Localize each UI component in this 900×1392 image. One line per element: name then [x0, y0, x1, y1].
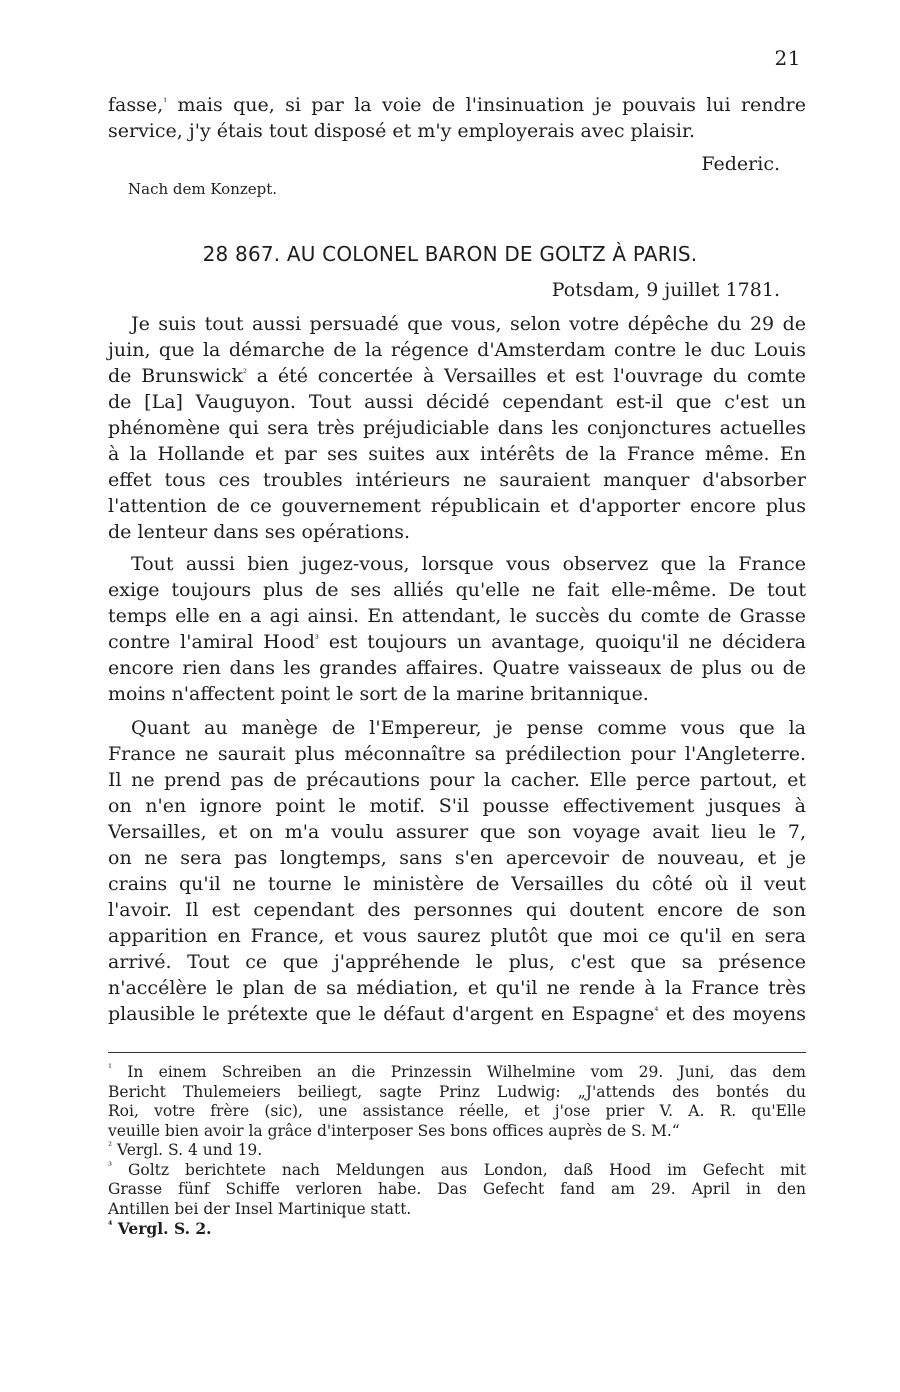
- footnote-line: Roi, votre frère (sic), une assistance réelle, et j'ose prier V. A. R. qu'Elle: [108, 1102, 806, 1120]
- text-line: exige toujours plus de ses alliés qu'elle ne fait elle-même. De tout: [108, 579, 806, 601]
- text-line: de lenteur dans ses opérations.: [108, 521, 410, 543]
- text-line: on n'en ignore point le motif. S'il pousse effectivement jusques à: [108, 795, 806, 817]
- footnotes: [108, 1063, 806, 1239]
- footnote-marker: ¹: [108, 1063, 113, 1074]
- text-line: contre l'amiral Hood$^{^3}$ est toujours un avantage, quoiqu'il ne décidera: [108, 631, 806, 653]
- signature: Federic.: [701, 153, 780, 175]
- text-line: Je suis tout aussi persuadé que vous, selon votre dépêche du 29 de: [131, 313, 806, 335]
- footnote-rule: [108, 1052, 806, 1053]
- text-line: n'accélère le plan de sa médiation, et qu'il ne rende à la France très: [108, 977, 806, 999]
- text-line: temps elle en a agi ainsi. En attendant, le succès du comte de Grasse: [108, 605, 806, 627]
- footnote-line: $^{^4}$ Vergl. S. 2.: [108, 1219, 212, 1238]
- text-line: France ne saurait plus méconnaître sa prédilection pour l'Angleterre.: [108, 743, 806, 765]
- footnote-4: [108, 1219, 806, 1239]
- footnote-2: [108, 1141, 806, 1161]
- text-line: moins n'affectent point le sort de la marine britannique.: [108, 683, 649, 705]
- text-line: juin, que la démarche de la régence d'Amsterdam contre le duc Louis: [108, 339, 806, 361]
- footnote-ref[interactable]: ⁴: [654, 1006, 659, 1017]
- letter-heading: 28 867. AU COLONEL BARON DE GOLTZ À PARIS.: [202, 242, 698, 266]
- footnote-line: Bericht Thulemeiers beiliegt, sagte Prinz Ludwig: „J'attends des bontés du: [108, 1082, 806, 1101]
- text-line: phénomène qui sera très préjudiciable dans les conjonctures actuelles: [108, 417, 806, 439]
- text-line: Il ne prend pas de précautions pour la cacher. Elle perce partout, et: [108, 769, 806, 791]
- footnote-marker: ²: [108, 1141, 113, 1152]
- text-line: l'attention de ce gouvernement républicain et d'apporter encore plus: [108, 495, 806, 517]
- dateline: Potsdam, 9 juillet 1781.: [551, 279, 780, 301]
- footnote-line: $^{^1}$ In einem Schreiben an die Prinzessin Wilhelmine vom 29. Juni, das dem: [108, 1063, 806, 1081]
- text-line: plausible le prétexte que le défaut d'argent en Espagne$^{^4}$ et des moyens: [108, 1003, 806, 1025]
- text-line: l'avoir. Il est cependant des personnes qui doutent encore de son: [108, 899, 806, 921]
- text-line: à la Hollande et par ses suites aux intérêts de la France même. En: [108, 443, 806, 465]
- letter-paragraph-1: [108, 311, 806, 545]
- text-line: fasse,$^{^1}$ mais que, si par la voie de l'insinuation je pouvais lui rendre: [108, 94, 806, 116]
- text-line: service, j'y étais tout disposé et m'y employerais avec plaisir.: [108, 120, 696, 142]
- text-line: on ne sera pas longtemps, sans s'en apercevoir de nouveau, et je: [108, 847, 806, 869]
- text-line: apparition en France, et vous saurez plutôt que moi ce qu'il en sera: [108, 925, 806, 947]
- footnote-line: Antillen bei der Insel Martinique statt.: [108, 1199, 412, 1218]
- text-line: Tout aussi bien jugez-vous, lorsque vous observez que la France: [131, 553, 806, 575]
- footnote-marker: ³: [108, 1160, 113, 1172]
- footnote-line: Grasse fünf Schiffe verloren habe. Das Gefecht fand am 29. April in den: [108, 1180, 806, 1198]
- letter-paragraph-2: [108, 551, 806, 707]
- text-line: encore rien dans les grandes affaires. Quatre vaisseaux de plus ou de: [108, 657, 806, 679]
- footnote-marker: ⁴: [108, 1220, 113, 1231]
- text-line: de [La] Vauguyon. Tout aussi décidé cependant est-il que c'est un: [108, 391, 806, 413]
- footnote-line: $^{^3}$ Goltz berichtete nach Meldungen aus London, daß Hood im Gefecht mit: [108, 1160, 806, 1179]
- footnote-1: [108, 1063, 806, 1141]
- text-line: crains qu'il ne tourne le ministère de Versailles du côté où il veut: [108, 873, 806, 895]
- footnote-3: [108, 1161, 806, 1220]
- text-line: Versailles, et on m'a voulu assurer que son voyage avait lieu le 7,: [108, 821, 806, 843]
- page-number: 21: [774, 46, 801, 70]
- text-line: arrivé. Tout ce que j'appréhende le plus, c'est que sa présence: [108, 951, 806, 973]
- footnote-line: $^{^2}$ Vergl. S. 4 und 19.: [108, 1141, 263, 1159]
- footnote-ref[interactable]: ¹: [163, 97, 168, 108]
- text-line: effet tous ces troubles intérieurs ne sauraient manquer d'absorber: [108, 469, 806, 491]
- text-line: Quant au manège de l'Empereur, je pense comme vous que la: [131, 717, 806, 739]
- footnote-ref[interactable]: ²: [242, 368, 247, 379]
- footnote-line: veuille bien avoir la grâce d'interposer Ses bons offices auprès de S. M.“: [108, 1121, 680, 1140]
- carry-over-paragraph: [108, 92, 806, 144]
- letter-paragraph-3: [108, 715, 806, 1027]
- footnote-ref[interactable]: ³: [314, 634, 319, 645]
- text-line: de Brunswick$^{^2}$ a été concertée à Versailles et est l'ouvrage du comte: [108, 365, 806, 387]
- source-note: Nach dem Konzept.: [128, 180, 278, 198]
